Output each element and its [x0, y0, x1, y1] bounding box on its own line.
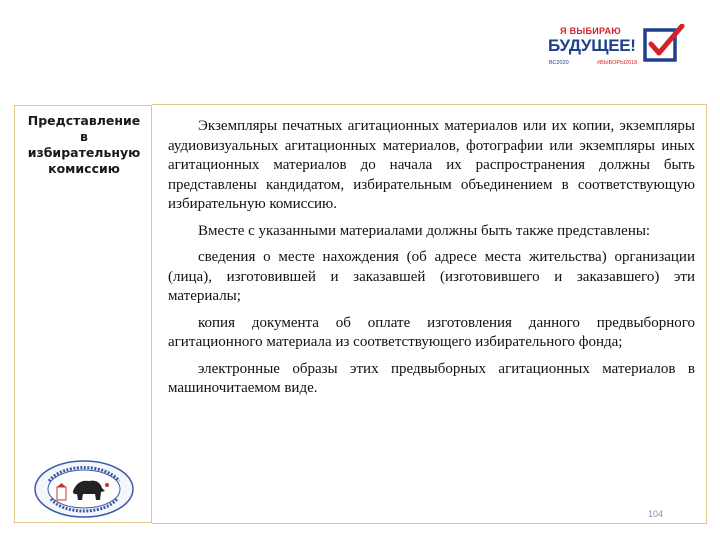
frame-bottom-line [152, 523, 706, 524]
sidebar-title: Представление в избирательную комиссию [27, 113, 141, 176]
election-commission-seal-icon [33, 459, 135, 519]
paragraph: Экземпляры печатных агитационных материалов или их копии, экземпляры аудиовизуальных агитационных материалов, фотографии или экземпляры иных агитационных материалов до начала их распространения должны быть представлены кандидатом, избирательным объединением в соответствующую избирательную комиссию. [168, 118, 695, 212]
checkbox-check-icon [642, 24, 688, 64]
frame-top-line [152, 104, 706, 105]
paragraph: Вместе с указанными материалами должны быть также представлены: [198, 222, 651, 239]
logo-slogan-main: БУДУЩЕЕ! [548, 36, 636, 55]
logo-tag-right: #ВЫБОРЫ2018 [597, 60, 638, 66]
logo-tag-left: ВС2020 [549, 60, 569, 66]
paragraph: сведения о месте нахождения (об адресе места жительства) организации (лица), изготовившей и заказавшей (изготовившего и заказавшего) эти материалы; [168, 249, 695, 304]
logo-slogan-top: Я ВЫБИРАЮ [560, 26, 621, 36]
main-text [168, 117, 695, 406]
page-number: 104 [648, 509, 664, 519]
paragraph: электронные образы этих предвыборных агитационных материалов в машиночитаемом виде. [168, 360, 695, 396]
sidebar-panel [14, 105, 152, 523]
frame-right-line [706, 104, 707, 524]
logo [546, 20, 696, 72]
paragraph: копия документа об оплате изготовления данного предвыборного агитационного материала из соответствующего избирательного фонда; [168, 314, 695, 350]
